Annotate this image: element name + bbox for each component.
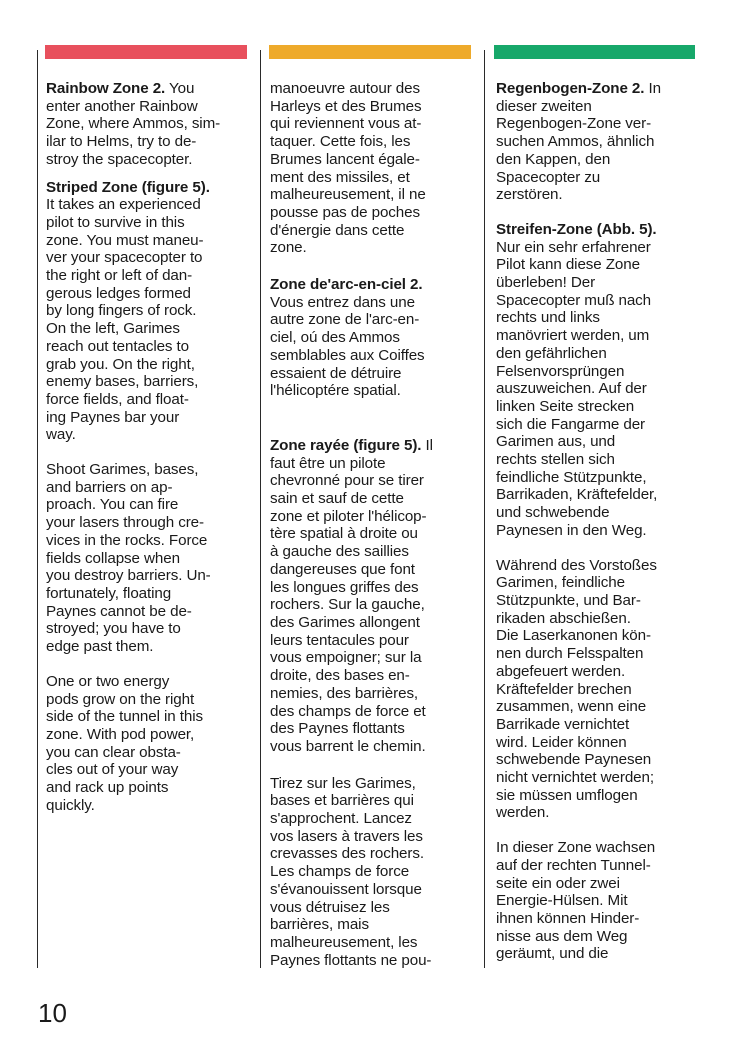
heading-striped-zone: Striped Zone (figure 5). [46,178,210,196]
column-divider-left [37,50,38,968]
paragraph-in-dieser-zone: In dieser Zone wachsen auf der rechten Tunnel- seite ein oder zwei Energie-Hülsen. Mit ihnen können Hinder- nisse aus dem Weg geräumt, und die [496,839,656,963]
paragraph-rainbow-zone-2: Rainbow Zone 2. You enter another Rainbow Zone, where Ammos, sim- ilar to Helms, try to de- stroy the spacecopter. [46,80,221,168]
color-bar-orange [269,45,471,59]
paragraph-striped-zone: Striped Zone (figure 5). It takes an experienced pilot to survive in this zone. You must maneu- ver your spacecopter to the right or left of dan- gerous ledges formed by long fingers of rock. On the left, Garimes reach out tentacles to grab you. On the right, enemy bases, barriers, force fields, and float- ing Paynes bar your way. [46,178,210,444]
color-bar-green [494,45,695,59]
heading-streifen-zone: Streifen-Zone (Abb. 5). [496,220,657,238]
paragraph-regenbogen-zone-2: Regenbogen-Zone 2. In dieser zweiten Regenbogen-Zone ver- suchen Ammos, ähnlich den Kappen, den Spacecopter zu zerstören. [496,80,661,204]
column-divider-1 [260,50,261,968]
paragraph-zone-arc-en-ciel: Zone de'arc-en-ciel 2. Vous entrez dans une autre zone de l'arc-en- ciel, oú des Ammos semblables aux Coiffes essaient de détruire l'hélicoptére spatial. [270,276,425,400]
paragraph-shoot-garimes: Shoot Garimes, bases, and barriers on ap- proach. You can fire your lasers through cre- vices in the rocks. Force fields collapse when you destroy barriers. Un- fortunately, floating Paynes cannot be de- stroyed; you have to edge past them. [46,461,211,656]
paragraph-tirez-sur-les-garimes: Tirez sur les Garimes, bases et barrières qui s'approchent. Lancez vos lasers à travers les crevasses des rochers. Les champs de force s'évanouissent lorsque vous détruisez les barrières, mais malheureusement, les Paynes flottants ne pou- [270,774,432,969]
paragraph-manoeuvre: manoeuvre autour des Harleys et des Brumes qui reviennent vous at- taquer. Cette fois, les Brumes lancent égale- ment des missiles, et malheureusement, il ne pousse pas de poches d'énergie dans cette zone. [270,80,426,257]
heading-zone-arc-en-ciel-2: Zone de'arc-en-ciel 2. [270,276,423,294]
french-column [270,80,482,986]
color-bar-red [45,45,247,59]
page-number: 10 [38,998,67,1028]
paragraph-waehrend-des-vorstosses: Während des Vorstoßes Garimen, feindliche Stützpunkte, und Bar- rikaden abschießen. Die Laserkanonen kön- nen durch Felsspalten abgefeuert werden. Kräftefelder brechen zusammen, wenn eine Barrikade vernichtet wird. Leider können schwebende Paynesen nicht vernichtet werden; sie müssen umflogen werden. [496,556,657,822]
heading-rainbow-zone-2: Rainbow Zone 2. [46,80,166,97]
paragraph-zone-rayee: Zone rayée (figure 5). Il faut être un pilote chevronné pour se tirer sain et sauf de cette zone et piloter l'hélicop- tère spatial à droite ou à gauche des saillies dangereuses que font les longues griffes des rochers. Sur la gauche, des Garimes allongent leurs tentacules pour vous empoigner; sur la droite, des bases en- nemies, des barrières, des champs de force et des Paynes flottants vous barrent le chemin. [270,436,433,755]
paragraph-streifen-zone: Streifen-Zone (Abb. 5). Nur ein sehr erfahrener Pilot kann diese Zone überleben! Der Spacecopter muß nach rechts und links manövriert werden, um den gefährlichen Felsenvorsprüngen auszuweichen. Auf der linken Seite strecken sich die Fangarme der Garimen aus, und rechts stellen sich feindliche Stützpunkte, Barrikaden, Kräftefelder, und schwebende Paynesen in den Weg. [496,220,658,539]
english-column [46,80,256,831]
heading-zone-rayee: Zone rayée (figure 5). [270,436,422,454]
german-column [496,80,708,980]
column-divider-2 [484,50,485,968]
heading-regenbogen-zone-2: Regenbogen-Zone 2. [496,80,645,97]
paragraph-energy-pods: One or two energy pods grow on the right side of the tunnel in this zone. With pod power, you can clear obsta- cles out of your way and rack up points quickly. [46,672,203,814]
